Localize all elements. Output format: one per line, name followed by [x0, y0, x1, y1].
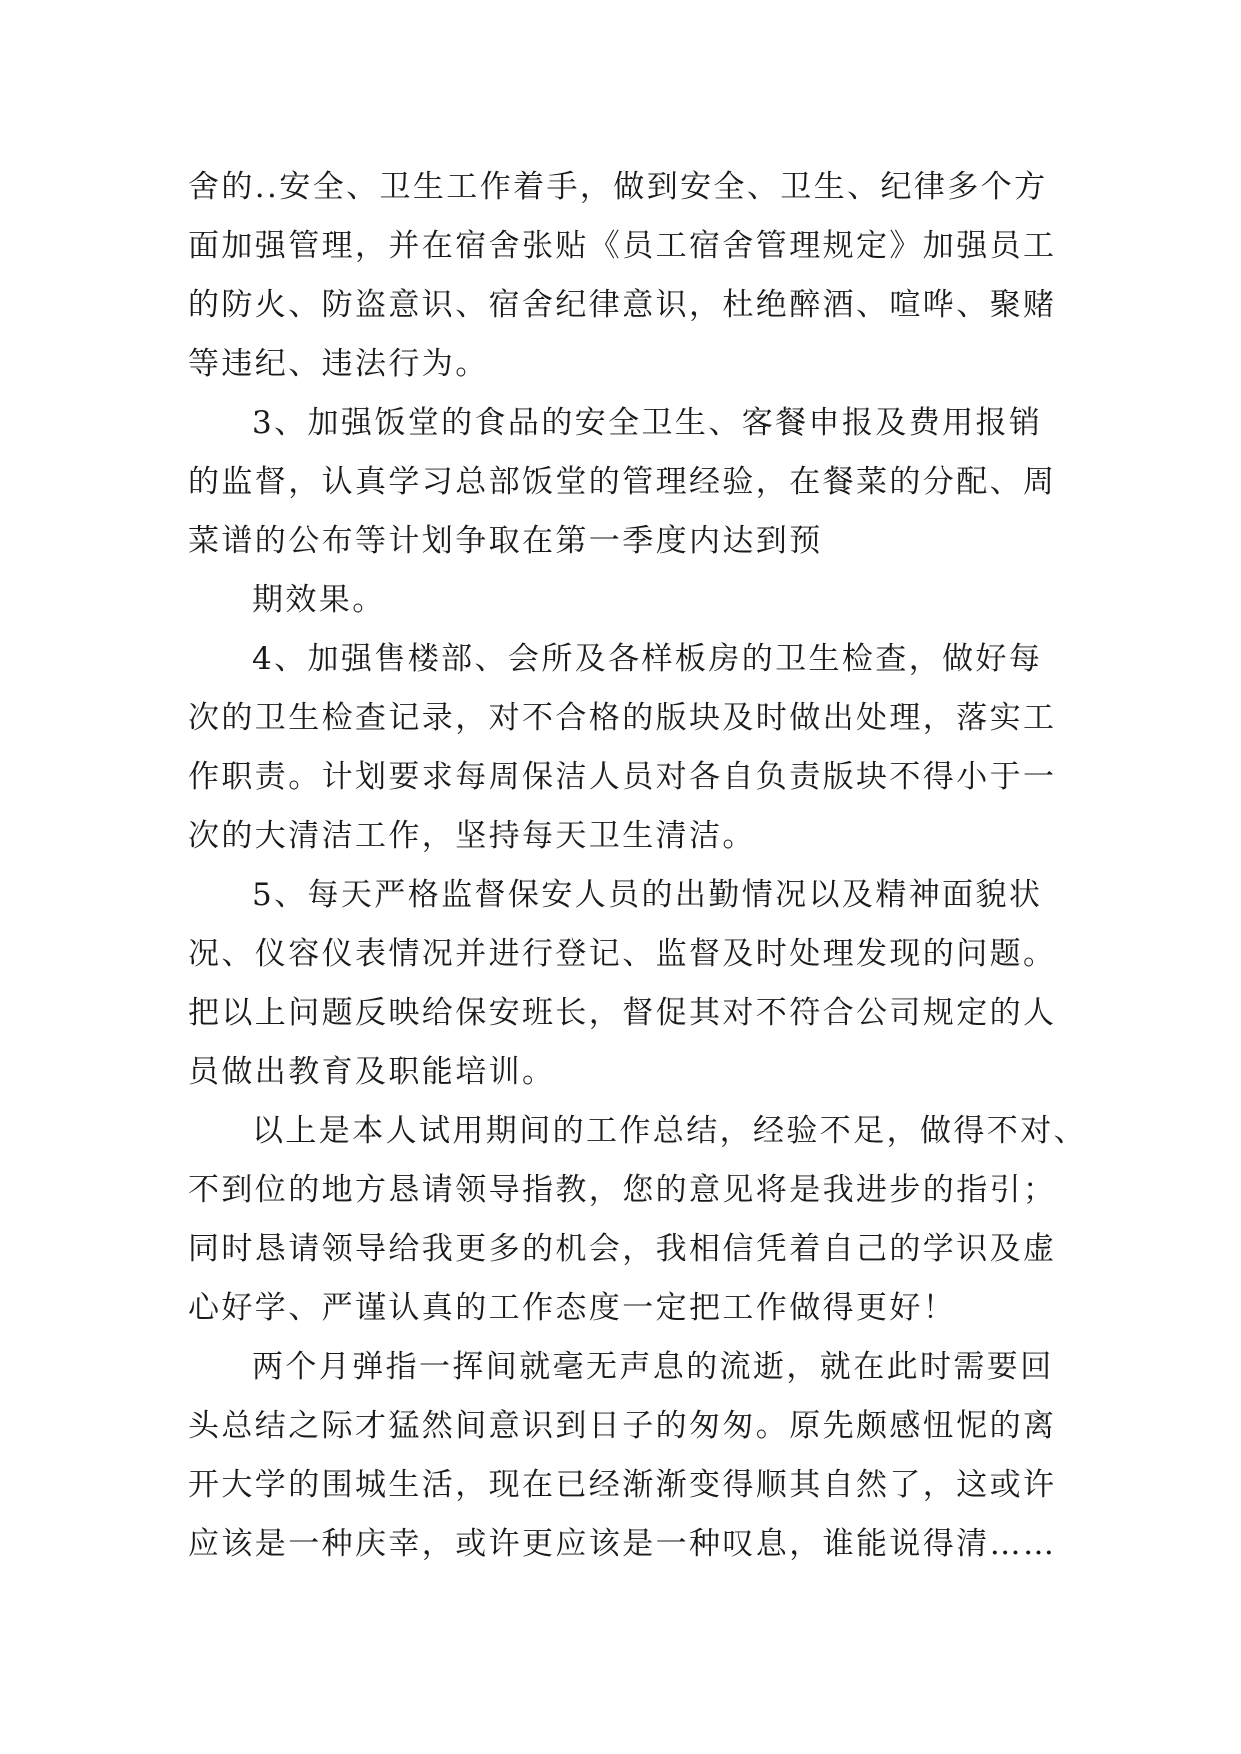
body-text [188, 158, 1087, 1574]
text-line: 3、加强饭堂的食品的安全卫生、客餐申报及费用报销 [252, 405, 1043, 441]
text-line: 两个月弹指一挥间就毫无声息的流逝，就在此时需要回 [252, 1349, 1054, 1385]
text-line: 作职责。计划要求每周保洁人员对各自负责版块不得小于一 [188, 759, 1057, 795]
text-line: 不到位的地方恳请领导指教，您的意见将是我进步的指引； [188, 1172, 1057, 1208]
text-line: 次的大清洁工作，坚持每天卫生清洁。 [188, 818, 756, 854]
text-line: 以上是本人试用期间的工作总结，经验不足，做得不对、 [252, 1113, 1087, 1149]
text-line: 开大学的围城生活，现在已经渐渐变得顺其自然了，这或许 [188, 1467, 1057, 1503]
text-line: 头总结之际才猛然间意识到日子的匆匆。原先颇感忸怩的离 [188, 1408, 1057, 1444]
text-line: 4、加强售楼部、会所及各样板房的卫生检查，做好每 [252, 641, 1043, 677]
text-line: 把以上问题反映给保安班长，督促其对不符合公司规定的人 [188, 995, 1057, 1031]
text-line: 舍的..安全、卫生工作着手，做到安全、卫生、纪律多个方 [188, 169, 1048, 205]
text-line: 次的卫生检查记录，对不合格的版块及时做出处理，落实工 [188, 700, 1057, 736]
text-line: 的监督，认真学习总部饭堂的管理经验，在餐菜的分配、周 [188, 464, 1057, 500]
text-line: 心好学、严谨认真的工作态度一定把工作做得更好！ [188, 1290, 957, 1326]
text-line: 面加强管理，并在宿舍张贴《员工宿舍管理规定》加强员工 [188, 228, 1057, 264]
text-line: 况、仪容仪表情况并进行登记、监督及时处理发现的问题。 [188, 936, 1057, 972]
text-line: 员做出教育及职能培训。 [188, 1054, 556, 1090]
text-line: 菜谱的公布等计划争取在第一季度内达到预 [188, 523, 823, 559]
text-line: 应该是一种庆幸，或许更应该是一种叹息，谁能说得清…… [188, 1526, 1057, 1562]
text-line: 等违纪、违法行为。 [188, 346, 489, 382]
text-line: 的防火、防盗意识、宿舍纪律意识，杜绝醉酒、喧哗、聚赌 [188, 287, 1057, 323]
text-line: 同时恳请领导给我更多的机会，我相信凭着自己的学识及虚 [188, 1231, 1057, 1267]
text-line: 5、每天严格监督保安人员的出勤情况以及精神面貌状 [252, 877, 1043, 913]
text-line: 期效果。 [252, 582, 386, 618]
